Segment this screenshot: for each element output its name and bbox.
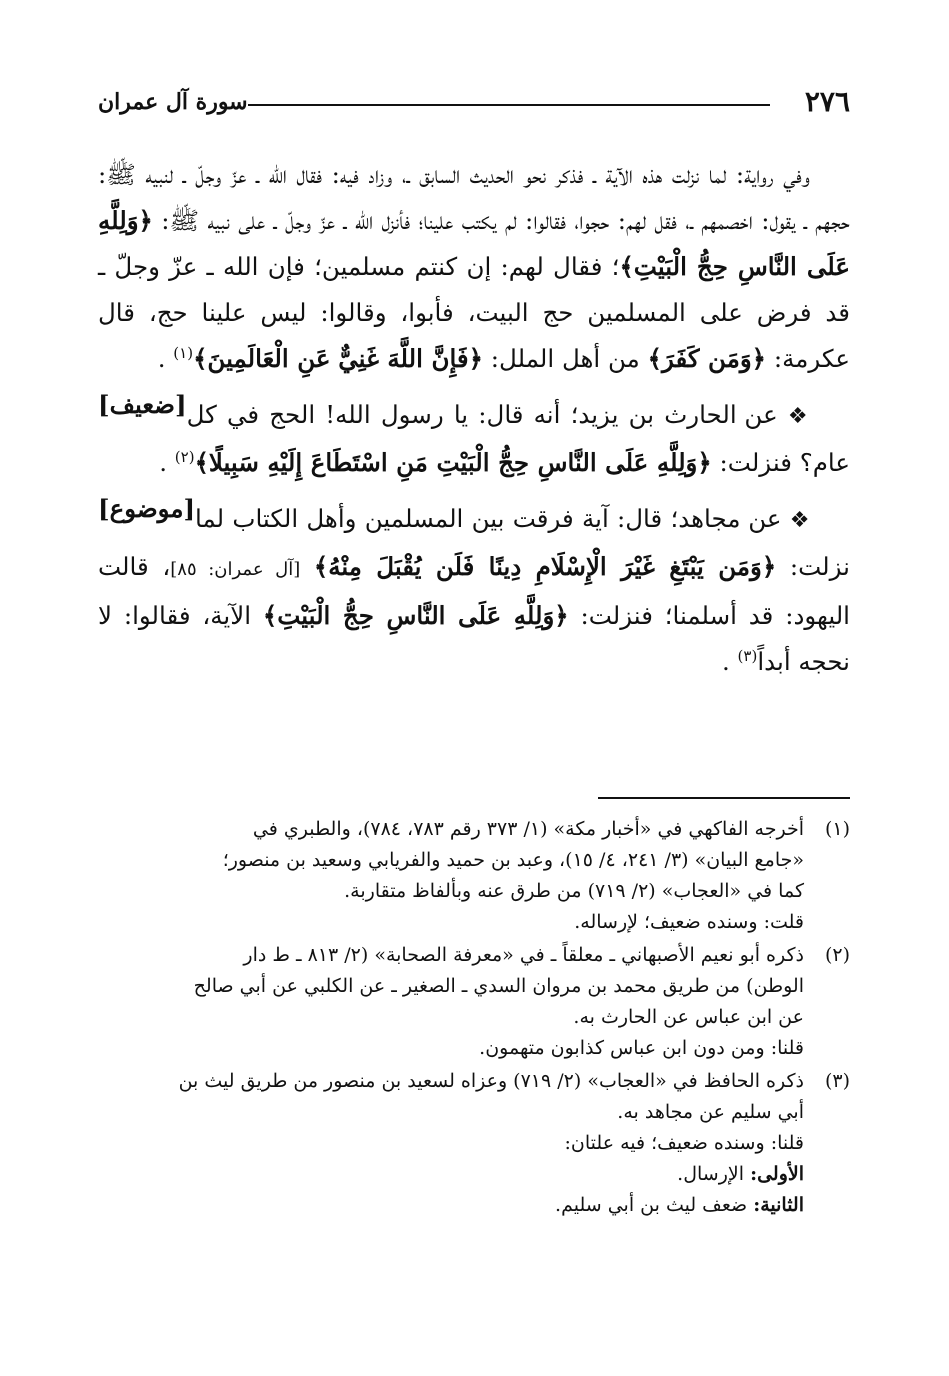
footnote-line: «جامع البيان» (٣/ ٢٤١، ٤/ ١٥)، وعبد بن حميد والفريابي وسعيد بن منصور؛ bbox=[222, 849, 804, 871]
page-header bbox=[98, 82, 850, 122]
subpoint-label: الثانية: bbox=[753, 1194, 804, 1216]
footnote-subpoint-2 bbox=[98, 1190, 804, 1221]
paragraph-1: وفي رواية: لما نزلت هذه الآية ـ فذكر نحو الحديث السابق ـ، وزاد فيه: فقال الله ـ عزّ وجلّ ـ لنبيه ﷺ: حجهم ـ يقول: اخصمهم ـ، فقل لهم: حجوا، فقالوا: لم يكتب علينا؛ فأنزل الله ـ عزّ وجلّ ـ على نبيه ﷺ: ﴿وَلِلَّهِ عَلَى النَّاسِ حِجُّ الْبَيْتِ﴾؛ فقال لهم: إن كنتم مسلمين؛ فإن الله ـ عزّ وجلّ ـ قد فرض على المسلمين حج البيت، فأبوا، وقالوا: ليس علينا حج، قال عكرمة: ﴿وَمَن كَفَرَ﴾ من أهل الملل: ﴿فَإِنَّ اللَّهَ غَنِيٌّ عَنِ الْعَالَمِينَ﴾$^{(١)}$ . [ضعيف] bbox=[98, 152, 850, 382]
p3-line-2a: نزلت: bbox=[789, 552, 850, 581]
p3-line-3b: الآية، فقالوا: bbox=[123, 601, 252, 630]
page-number: ٢٧٦ bbox=[804, 85, 850, 118]
p3-line-2b: ، قالت bbox=[98, 552, 171, 581]
footnote-line: أبي سليم عن مجاهد به. bbox=[617, 1101, 804, 1123]
grade-fabricated: [موضوع] bbox=[98, 494, 196, 523]
footnote-note: قلنا: وسنده ضعيف؛ فيه علتان: bbox=[564, 1132, 804, 1154]
quran-verse: ﴿فَإِنَّ اللَّهَ غَنِيٌّ bbox=[338, 344, 483, 373]
verse-reference: [آل عمران: ٨٥] bbox=[170, 559, 301, 580]
p3-line-4: لا نحجه أبداً bbox=[98, 601, 850, 676]
header-rule bbox=[248, 104, 770, 106]
p1-line-6a: ليس علينا حج، قال عكرمة: bbox=[98, 298, 850, 373]
footnote-line: كما في «العجاب» (٢/ ٧١٩) من طرق عنه وبألفاظ متقاربة. bbox=[344, 880, 804, 902]
diamond-bullet-icon: ❖ bbox=[789, 508, 810, 533]
quran-verse: عَنِ الْعَالَمِينَ﴾ bbox=[193, 344, 331, 373]
main-text bbox=[98, 152, 850, 685]
footnote-subpoint-1 bbox=[98, 1159, 804, 1190]
footnote-separator bbox=[598, 797, 850, 799]
footnote-number: (٢) bbox=[824, 944, 850, 966]
p1-line-2: وزاد فيه: فقال الله ـ عزّ وجلّ ـ لنبيه ﷺ: حجهم ـ يقول: اخصمهم ـ، bbox=[98, 160, 850, 235]
surah-name: سورة آل عمران bbox=[98, 89, 248, 115]
quran-verse: ﴿وَلِلَّهِ عَلَى النَّاسِ حِجُّ الْبَيْتِ﴾ bbox=[98, 206, 850, 281]
p1-line-6b: من أهل الملل: bbox=[490, 344, 640, 373]
footnotes bbox=[98, 814, 850, 1223]
footnote-note: قلت: وسنده ضعيف؛ لإرساله. bbox=[574, 911, 804, 933]
quran-verse: ﴿وَلِلَّهِ عَلَى النَّاسِ حِجُّ الْبَيْتِ مَنِ اسْتَطَاعَ إِلَيْهِ سَبِيلًا﴾ bbox=[194, 448, 712, 477]
footnote-line: عن ابن عباس عن الحارث به. bbox=[573, 1006, 804, 1028]
paragraph-3: ❖ عن مجاهد؛ قال: آية فرقت بين المسلمين وأهل الكتاب لما نزلت: ﴿وَمَن يَبْتَغِ غَيْرَ الْإِسْلَامِ دِينًا فَلَن يُقْبَلَ مِنْهُ﴾ [آل عمران: ٨٥]، قالت اليهود: قد أسلمنا؛ فنزلت: ﴿وَلِلَّهِ عَلَى النَّاسِ حِجُّ الْبَيْتِ﴾ الآية، فقالوا: لا نحجه أبداً$^{(٣)}$ . bbox=[98, 504, 850, 676]
quran-verse: ﴿وَمَن يَبْتَغِ غَيْرَ الْإِسْلَامِ دِينًا فَلَن يُقْبَلَ مِنْهُ﴾ bbox=[313, 552, 777, 581]
p1-line-4a: نبيه ﷺ: bbox=[161, 206, 230, 235]
footnote-line: ذكره الحافظ في «العجاب» (٢/ ٧١٩) وعزاه لسعيد بن منصور من طريق ليث بن bbox=[178, 1070, 804, 1092]
footnote-2 bbox=[98, 940, 850, 1064]
footnote-note: قلنا: ومن دون ابن عباس كذابون متهمون. bbox=[479, 1037, 804, 1059]
subpoint-label: الأولى: bbox=[750, 1163, 804, 1185]
footnote-number: (٣) bbox=[824, 1070, 850, 1092]
subpoint-text: الإرسال. bbox=[677, 1163, 745, 1185]
footnote-line: أخرجه الفاكهي في «أخبار مكة» (١/ ٣٧٣ رقم ٧٨٣، ٧٨٤)، والطبري في bbox=[252, 818, 804, 840]
paragraph-2: ❖ عن الحارث بن يزيد؛ أنه قال: يا رسول الله! الحج في كل عام؟ فنزلت: ﴿وَلِلَّهِ عَلَى النَّاسِ حِجُّ الْبَيْتِ مَنِ اسْتَطَاعَ إِلَيْهِ سَبِيلًا﴾$^{(٢)}$ . [موضوع] bbox=[98, 392, 850, 486]
footnote-ref-2: (٢) bbox=[174, 447, 195, 466]
p2-line-1: عن الحارث بن يزيد؛ أنه قال: يا رسول الله! الحج في كل عام؟ bbox=[186, 400, 850, 477]
footnote-line: ذكره أبو نعيم الأصبهاني ـ معلقاً ـ في «معرفة الصحابة» (٢/ ٨١٣ ـ ط دار bbox=[243, 944, 804, 966]
quran-verse: ﴿وَلِلَّهِ عَلَى النَّاسِ حِجُّ الْبَيْتِ﴾ bbox=[262, 601, 569, 630]
p1-line-4b: ؛ فقال لهم: إن كنتم مسلمين؛ bbox=[314, 252, 620, 281]
p2-line-2a: فنزلت: bbox=[719, 448, 792, 477]
footnote-line: الوطن) من طريق محمد بن مروان السدي ـ الصغير ـ عن الكلبي عن أبي صالح bbox=[193, 975, 804, 997]
p3-line-1: عن مجاهد؛ قال: آية فرقت بين المسلمين وأهل الكتاب لما bbox=[195, 504, 782, 533]
p1-line-5: فإن الله ـ عزّ وجلّ ـ قد فرض على المسلمين حج البيت، فأبوا، وقالوا: bbox=[98, 252, 850, 327]
p1-line-3: فقل لهم: حجوا، فقالوا: لم يكتب علينا؛ فأنزل الله ـ عزّ وجلّ ـ على bbox=[238, 206, 677, 235]
p1-line-1: وفي رواية: لما نزلت هذه الآية ـ فذكر نحو الحديث السابق ـ، bbox=[401, 160, 811, 189]
quran-verse: ﴿وَمَن كَفَرَ﴾ bbox=[647, 344, 767, 373]
footnote-ref-3: (٣) bbox=[737, 646, 758, 665]
footnote-3 bbox=[98, 1066, 850, 1221]
diamond-bullet-icon: ❖ bbox=[787, 404, 810, 429]
grade-weak: [ضعيف] bbox=[98, 390, 187, 419]
p3-line-3a: اليهود: قد أسلمنا؛ فنزلت: bbox=[580, 601, 850, 630]
footnote-1 bbox=[98, 814, 850, 938]
footnote-number: (١) bbox=[824, 818, 850, 840]
subpoint-text: ضعف ليث بن أبي سليم. bbox=[555, 1194, 748, 1216]
footnote-ref-1: (١) bbox=[173, 343, 194, 362]
